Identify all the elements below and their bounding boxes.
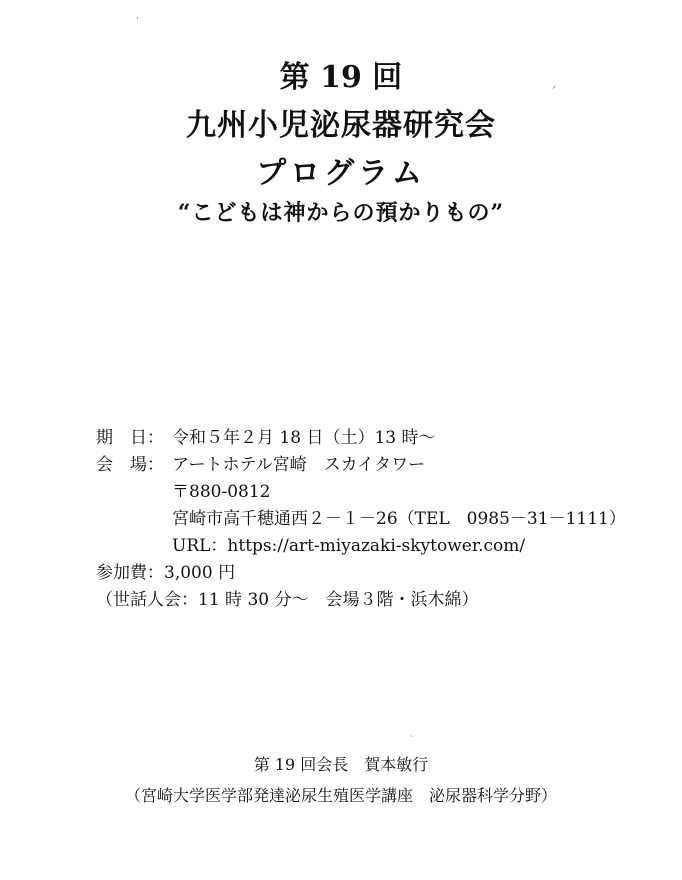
venue-url: URL：https://art-miyazaki-skytower.com/ <box>172 536 526 556</box>
date-value: 令和５年２月 18 日（土）13 時～ <box>172 428 436 448</box>
event-info <box>96 425 626 614</box>
theme-subtitle: “こどもは神からの預かりもの” <box>177 200 505 226</box>
fee-row <box>96 560 626 587</box>
edition-title: 第 19 回 <box>279 60 403 95</box>
venue-label: 会 場： <box>96 455 164 475</box>
fee-label: 参加費： <box>96 563 164 583</box>
venue-name: アートホテル宮崎 スカイタワー <box>172 455 426 475</box>
date-row <box>96 425 626 452</box>
venue-address: 宮崎市高千穂通西２－１－26（TEL 0985－31－1111） <box>172 509 626 529</box>
venue-postal: 〒880-0812 <box>172 482 271 502</box>
date-label: 期 日： <box>96 428 164 448</box>
society-title: 九州小児泌尿器研究会 <box>186 108 496 143</box>
chair-name: 第 19 回会長 賀本敏行 <box>253 755 429 774</box>
scan-speck: · <box>136 14 139 24</box>
program-title: プログラム <box>256 156 426 191</box>
fee-value: 3,000 円 <box>164 563 236 583</box>
scan-speck: · <box>410 732 413 742</box>
venue-row <box>96 452 626 479</box>
chair-affiliation: （宮崎大学医学部発達泌尿生殖医学講座 泌尿器科学分野） <box>124 786 557 805</box>
scan-speck: ⸝ <box>552 81 557 91</box>
officers-meeting: （世話人会：11 時 30 分～ 会場３階・浜木綿） <box>96 590 479 610</box>
